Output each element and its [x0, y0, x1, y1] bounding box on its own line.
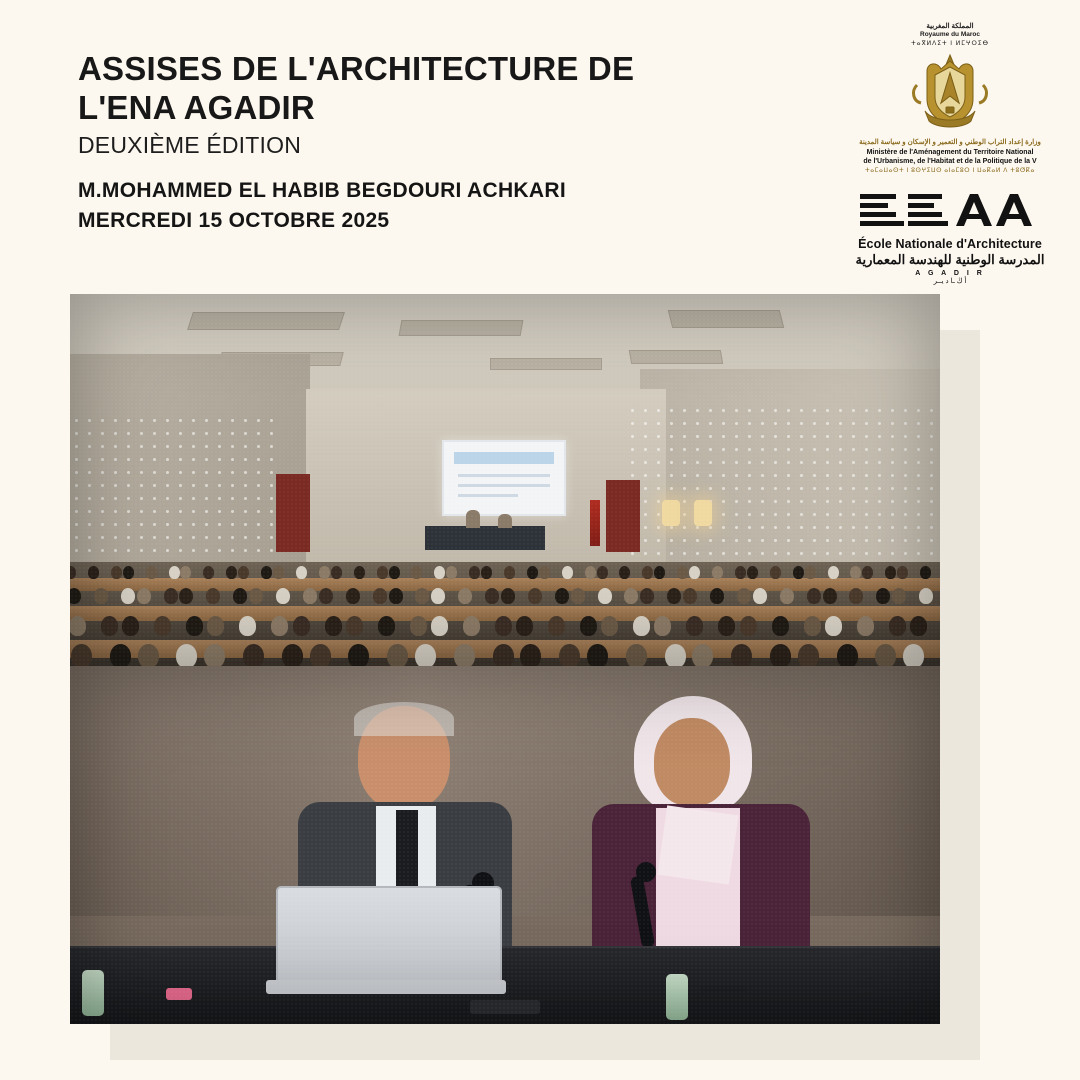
audience-member	[446, 566, 457, 579]
perforated-wall-left	[70, 414, 280, 564]
audience-member	[243, 644, 264, 666]
kingdom-french-label: Royaume du Maroc	[920, 31, 980, 39]
audience-member	[410, 616, 427, 636]
royal-crest-icon	[907, 51, 993, 134]
audience-member	[431, 588, 445, 604]
audience-member	[770, 644, 791, 666]
audience-member	[176, 644, 197, 666]
laptop-screen	[276, 886, 502, 982]
audience-member	[837, 644, 858, 666]
audience-member	[373, 588, 387, 604]
audience-member	[377, 566, 388, 579]
audience-member	[346, 588, 360, 604]
kingdom-tifinagh-label: ⵜⴰⴳⵍⴷⵉⵜ ⵏ ⵍⵎⵖⵔⵉⴱ	[911, 40, 989, 47]
wall-lamp	[662, 500, 680, 526]
enaa-city-latin: A G A D I R	[915, 269, 985, 277]
audience-member	[772, 616, 789, 636]
audience-member	[667, 588, 681, 604]
audience-member	[123, 566, 134, 579]
pink-object	[166, 988, 192, 1000]
ministry-french-line1: Ministère de l'Aménagement du Territoire National	[866, 148, 1034, 156]
laptop-base	[266, 980, 506, 994]
audience-member	[70, 588, 81, 604]
audience-member	[233, 588, 247, 604]
lecture-hall-scene	[70, 294, 940, 666]
audience-member	[689, 566, 700, 579]
audience-member	[718, 616, 735, 636]
audience-member	[88, 566, 99, 579]
audience-member	[504, 566, 515, 579]
audience-member	[626, 644, 647, 666]
audience-member	[798, 644, 819, 666]
audience-member	[346, 616, 363, 636]
audience-member	[753, 588, 767, 604]
audience-member	[206, 588, 220, 604]
audience-member	[876, 588, 890, 604]
microphone-right-head	[636, 862, 656, 882]
audience-member	[862, 566, 873, 579]
morocco-flag	[590, 500, 600, 546]
poster-subtitle: DEUXIÈME ÉDITION	[78, 131, 302, 158]
poster-header	[0, 0, 1080, 290]
logo-stack	[840, 22, 1060, 285]
kingdom-arabic-label: المملكة المغربية	[926, 23, 974, 30]
lecture-hall-audience-photo	[70, 294, 940, 666]
audience-member	[807, 588, 821, 604]
audience-member	[495, 616, 512, 636]
audience-member	[415, 588, 429, 604]
audience-member	[598, 588, 612, 604]
audience-member	[481, 566, 492, 579]
audience-member	[110, 644, 131, 666]
stage-person	[466, 510, 480, 528]
audience-member	[597, 566, 608, 579]
audience-member	[463, 616, 480, 636]
audience-member	[731, 644, 752, 666]
kingdom-of-morocco-logo	[840, 22, 1060, 175]
audience-member	[735, 566, 746, 579]
photo-collage	[70, 294, 940, 1024]
audience-member	[580, 616, 597, 636]
audience-member	[485, 588, 499, 604]
audience-member	[516, 616, 533, 636]
audience-member	[331, 566, 342, 579]
audience-member	[179, 588, 193, 604]
audience-member	[137, 588, 151, 604]
audience-member	[325, 616, 342, 636]
audience-member	[276, 588, 290, 604]
ministry-labels	[859, 138, 1041, 174]
audience-member	[138, 644, 159, 666]
audience-member	[919, 588, 933, 604]
audience-member	[740, 616, 757, 636]
audience-member	[910, 616, 927, 636]
audience-member	[389, 566, 400, 579]
audience-member	[677, 566, 688, 579]
audience-member	[889, 616, 906, 636]
audience-seating	[70, 562, 940, 666]
audience-member	[226, 566, 237, 579]
audience-member	[261, 566, 272, 579]
audience-member	[654, 566, 665, 579]
audience-member	[458, 588, 472, 604]
audience-member	[601, 616, 618, 636]
ministry-french-line2: de l'Urbanisme, de l'Habitat et de la Politique de la V	[863, 158, 1037, 166]
audience-member	[169, 566, 180, 579]
audience-member	[411, 566, 422, 579]
audience-member	[501, 588, 515, 604]
audience-member	[587, 644, 608, 666]
audience-member	[249, 588, 263, 604]
audience-member	[885, 566, 896, 579]
title-block	[78, 50, 698, 159]
water-bottle-right	[666, 974, 688, 1020]
audience-member	[203, 566, 214, 579]
audience-member	[548, 616, 565, 636]
audience-member	[633, 616, 650, 636]
audience-member	[493, 644, 514, 666]
audience-member	[154, 616, 171, 636]
audience-member	[303, 588, 317, 604]
audience-member	[903, 644, 924, 666]
audience-member	[238, 566, 249, 579]
audience-member	[747, 566, 758, 579]
audience-member	[378, 616, 395, 636]
audience-member	[273, 566, 284, 579]
audience-member	[415, 644, 436, 666]
audience-member	[665, 644, 686, 666]
audience-member	[101, 616, 118, 636]
audience-member	[207, 616, 224, 636]
audience-member	[94, 588, 108, 604]
stage-person	[498, 514, 512, 528]
audience-member	[454, 644, 475, 666]
audience-member	[805, 566, 816, 579]
audience-member	[180, 566, 191, 579]
audience-member	[642, 566, 653, 579]
audience-member	[319, 588, 333, 604]
water-bottle-left	[82, 970, 104, 1016]
speaker-name: M.MOHAMMED EL HABIB BEGDOURI ACHKARI	[78, 179, 566, 202]
phone-on-table	[700, 986, 746, 998]
audience-member	[692, 644, 713, 666]
panel-scene	[70, 666, 940, 1024]
audience-member	[527, 566, 538, 579]
ministry-arabic: وزارة إعداد التراب الوطني و التعمير و الإسكان و سياسة المدينة	[859, 139, 1041, 147]
audience-member	[319, 566, 330, 579]
audience-member	[686, 616, 703, 636]
audience-member	[823, 588, 837, 604]
audience-member	[70, 566, 76, 579]
audience-member	[875, 644, 896, 666]
audience-member	[712, 566, 723, 579]
audience-member	[857, 616, 874, 636]
audience-member	[122, 616, 139, 636]
audience-member	[186, 616, 203, 636]
hall-door-right	[606, 480, 640, 552]
audience-member	[828, 566, 839, 579]
audience-member	[559, 644, 580, 666]
audience-member	[683, 588, 697, 604]
audience-member	[204, 644, 225, 666]
audience-member	[271, 616, 288, 636]
enaa-city-arabic: أ ڭ ـا د يــر	[933, 277, 967, 285]
audience-member	[296, 566, 307, 579]
audience-member	[520, 644, 541, 666]
audience-member	[146, 566, 157, 579]
audience-member	[920, 566, 931, 579]
audience-member	[737, 588, 751, 604]
projection-screen	[442, 440, 566, 516]
audience-member	[780, 588, 794, 604]
audience-member	[389, 588, 403, 604]
audience-member	[897, 566, 908, 579]
ministry-tifinagh: ⵜⴰⵎⴰⵡⴰⵙⵜ ⵏ ⵓⵙⵖⵉⵡⵙ ⴰⵏⴰⵎⵓⵔ ⵏ ⵡⴰⴽⴰⵍ ⴷ ⵜⵓⵚⴽⴰ	[865, 167, 1035, 174]
event-date: MERCREDI 15 OCTOBRE 2025	[78, 209, 390, 233]
audience-member	[71, 644, 92, 666]
audience-member	[654, 616, 671, 636]
audience-member	[710, 588, 724, 604]
speaker-table	[425, 526, 545, 550]
audience-member	[562, 566, 573, 579]
audience-member	[70, 616, 86, 636]
audience-member	[164, 588, 178, 604]
enaa-arabic-name: المدرسة الوطنية للهندسة المعمارية	[855, 251, 1045, 267]
audience-member	[282, 644, 303, 666]
audience-member	[434, 566, 445, 579]
audience-member	[293, 616, 310, 636]
page-title: ASSISES DE L'ARCHITECTURE DE L'ENA AGADIR	[78, 50, 635, 126]
enaa-french-name: École Nationale d'Architecture	[858, 236, 1042, 251]
audience-member	[850, 566, 861, 579]
audience-member	[111, 566, 122, 579]
wall-lamp	[694, 500, 712, 526]
audience-member	[892, 588, 906, 604]
audience-member	[310, 644, 331, 666]
audience-member	[849, 588, 863, 604]
perforated-wall-right	[626, 404, 940, 574]
audience-member	[555, 588, 569, 604]
audience-member	[624, 588, 638, 604]
audience-member	[469, 566, 480, 579]
cable-on-table	[470, 1000, 540, 1014]
audience-member	[348, 644, 369, 666]
audience-member	[825, 616, 842, 636]
audience-member	[770, 566, 781, 579]
audience-member	[431, 616, 448, 636]
audience-member	[121, 588, 135, 604]
enaa-logo	[840, 193, 1060, 285]
audience-member	[528, 588, 542, 604]
audience-member	[585, 566, 596, 579]
audience-member	[354, 566, 365, 579]
audience-member	[239, 616, 256, 636]
audience-member	[571, 588, 585, 604]
audience-member	[793, 566, 804, 579]
speaker-block	[78, 176, 566, 237]
panel-speakers-photo	[70, 666, 940, 1024]
audience-member	[387, 644, 408, 666]
audience-member	[804, 616, 821, 636]
audience-member	[619, 566, 630, 579]
enaa-wordmark-icon	[860, 193, 1040, 232]
audience-member	[539, 566, 550, 579]
audience-member	[640, 588, 654, 604]
hall-door-left	[276, 474, 310, 552]
